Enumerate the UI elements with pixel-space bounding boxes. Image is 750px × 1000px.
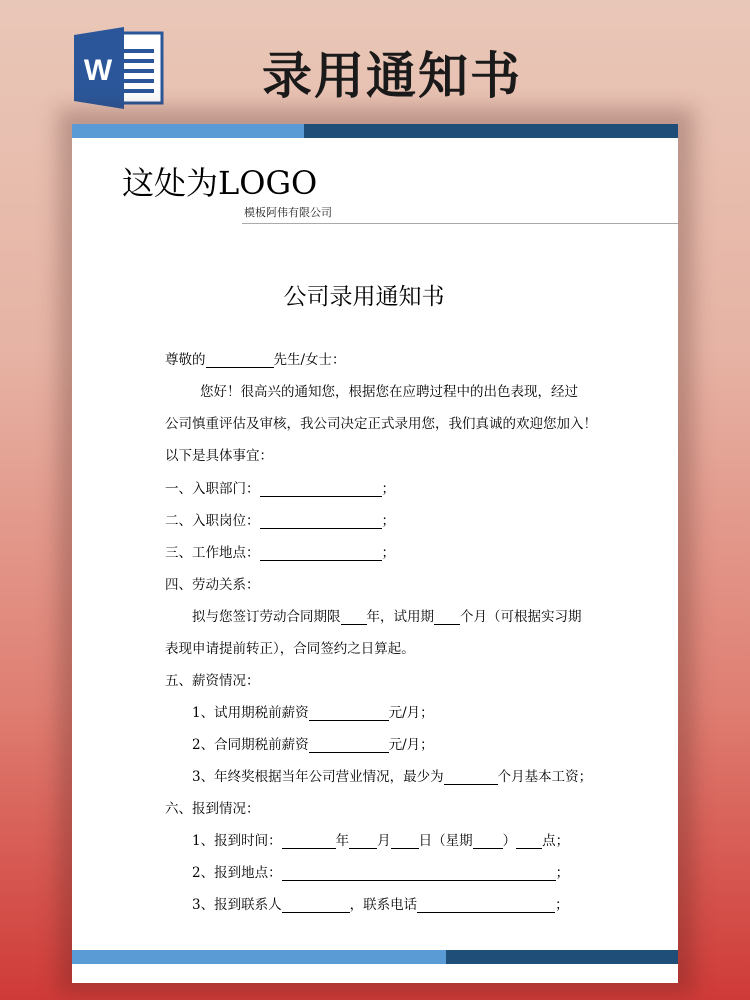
item-report: 六、报到情况： xyxy=(165,801,260,817)
item-end: ； xyxy=(381,481,395,497)
item-position-label: 二、入职岗位： xyxy=(165,513,260,529)
intro-line-1: 您好！很高兴的通知您，根据您在应聘过程中的出色表现，经过 xyxy=(200,384,578,400)
report-time-label: 1、报到时间： xyxy=(192,833,282,849)
report-contact xyxy=(192,893,569,913)
report-day: 日（星期 xyxy=(418,833,473,849)
item-department xyxy=(165,477,395,497)
contact-person-blank[interactable] xyxy=(282,899,350,913)
contract-line-2: 表现申请提前转正），合同签约之日算起。 xyxy=(165,641,415,657)
report-month: 月 xyxy=(377,833,391,849)
item-salary: 五、薪资情况： xyxy=(165,673,260,689)
department-blank[interactable] xyxy=(260,483,382,497)
item-labor-relation: 四、劳动关系： xyxy=(165,577,260,593)
top-band-dark xyxy=(304,124,678,138)
top-band-light xyxy=(72,124,304,138)
salary-bonus xyxy=(192,765,592,785)
salary-unit: 元/月； xyxy=(388,737,434,753)
location-blank[interactable] xyxy=(260,547,382,561)
item-position xyxy=(165,509,395,529)
page-title: 录用通知书 xyxy=(262,47,522,105)
contract-salary-blank[interactable] xyxy=(309,739,389,753)
item-end: ； xyxy=(555,897,569,913)
intro-line-2: 公司慎重评估及审核，我公司决定正式录用您，我们真诚的欢迎您加入！ xyxy=(165,416,597,432)
item-end: ； xyxy=(381,513,395,529)
greeting-suffix: 先生/女士： xyxy=(273,352,346,368)
report-year-blank[interactable] xyxy=(282,835,336,849)
salary-unit: 元/月； xyxy=(388,705,434,721)
contract-part-2: 年，试用期 xyxy=(366,609,434,625)
report-contact-label: 3、报到联系人 xyxy=(192,897,282,913)
report-location xyxy=(192,861,569,881)
header-divider xyxy=(242,223,678,224)
greeting-prefix: 尊敬的 xyxy=(165,352,206,368)
header xyxy=(0,0,750,115)
greeting-line xyxy=(165,348,346,368)
salary-bonus-suffix: 个月基本工资； xyxy=(497,769,593,785)
position-blank[interactable] xyxy=(260,515,382,529)
probation-salary-blank[interactable] xyxy=(309,707,389,721)
salary-contract xyxy=(192,733,434,753)
report-close-paren: ） xyxy=(502,833,517,849)
item-end: ； xyxy=(381,545,395,561)
item-department-label: 一、入职部门： xyxy=(165,481,260,497)
item-location-label: 三、工作地点： xyxy=(165,545,260,561)
report-day-blank[interactable] xyxy=(391,835,419,849)
item-location xyxy=(165,541,395,561)
contract-part-1: 拟与您签订劳动合同期限 xyxy=(192,609,341,625)
intro-line-3: 以下是具体事宜： xyxy=(165,448,273,464)
salary-bonus-label: 3、年终奖根据当年公司营业情况，最少为 xyxy=(192,769,444,785)
contract-line-1 xyxy=(192,605,582,625)
report-weekday-blank[interactable] xyxy=(473,835,503,849)
salary-probation xyxy=(192,701,434,721)
report-phone-label: ，联系电话 xyxy=(349,897,418,913)
bonus-months-blank[interactable] xyxy=(444,771,498,785)
name-blank[interactable] xyxy=(206,354,274,368)
contact-phone-blank[interactable] xyxy=(417,899,555,913)
logo-placeholder: 这处为LOGO xyxy=(122,164,318,202)
document-title: 公司录用通知书 xyxy=(283,284,445,310)
word-icon-letter: W xyxy=(83,54,113,87)
report-location-blank[interactable] xyxy=(282,867,556,881)
item-end: ； xyxy=(555,865,570,881)
probation-months-blank[interactable] xyxy=(434,611,460,625)
report-location-label: 2、报到地点： xyxy=(192,865,282,881)
report-year: 年 xyxy=(335,833,350,849)
document-page xyxy=(72,124,678,983)
salary-contract-label: 2、合同期税前薪资 xyxy=(192,737,309,753)
salary-probation-label: 1、试用期税前薪资 xyxy=(192,705,309,721)
contract-years-blank[interactable] xyxy=(341,611,367,625)
bottom-band-dark xyxy=(446,950,678,964)
word-icon xyxy=(74,27,164,109)
report-month-blank[interactable] xyxy=(349,835,377,849)
report-hour-blank[interactable] xyxy=(516,835,542,849)
contract-part-3: 个月（可根据实习期 xyxy=(460,609,582,625)
report-time xyxy=(192,829,569,849)
bottom-band-light xyxy=(72,950,446,964)
report-hour: 点； xyxy=(542,833,570,849)
company-name: 模板阿伟有限公司 xyxy=(244,206,332,219)
